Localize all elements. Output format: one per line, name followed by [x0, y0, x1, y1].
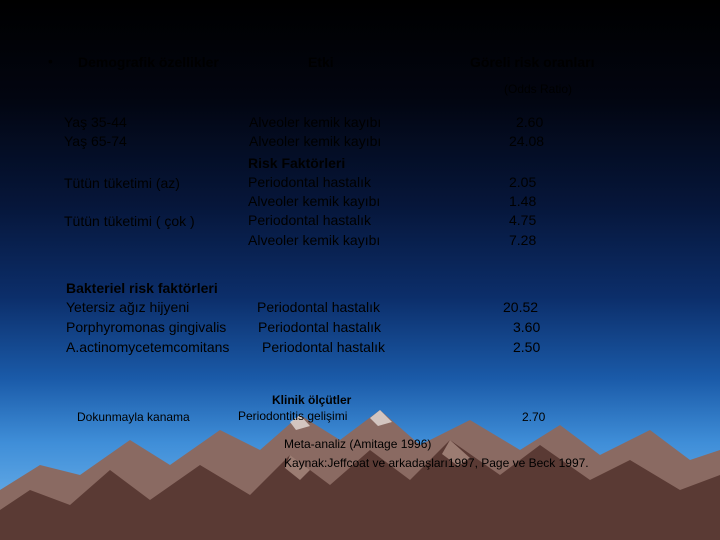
bacterial-title: Bakteriel risk faktörleri [66, 280, 218, 296]
tobacco-high-label: Tütün tüketimi ( çok ) [64, 213, 195, 229]
header-effect: Etki [308, 54, 334, 70]
risk-factor-value: 2.05 [509, 174, 537, 190]
header-demographics: Demografik özellikler [78, 54, 219, 70]
risk-factor-value: 7.28 [509, 232, 537, 248]
demographic-effect: Alveoler kemik kayıbı [249, 133, 382, 149]
header-odds-ratio: Göreli risk oranları [470, 54, 595, 70]
bacterial-value: 3.60 [513, 319, 541, 335]
demographic-effect: Alveoler kemik kayıbı [249, 114, 382, 130]
bacterial-label: Yetersiz ağız hijyeni [66, 299, 190, 315]
risk-factor-effect: Alveoler kemik kayıbı [248, 193, 381, 209]
bacterial-label: Porphyromonas gingivalis [66, 319, 227, 335]
clinical-value: 2.70 [522, 410, 546, 424]
demographic-value: 2.60 [516, 114, 544, 130]
clinical-effect: Periodontitis gelişimi [238, 409, 348, 423]
bacterial-effect: Periodontal hastalık [257, 299, 380, 315]
source-meta-analysis: Meta-analiz (Amitage 1996) [284, 437, 432, 451]
bullet-icon: • [48, 53, 53, 69]
bacterial-value: 20.52 [503, 299, 539, 315]
risk-factor-effect: Periodontal hastalık [248, 212, 371, 228]
risk-factor-effect: Alveoler kemik kayıbı [248, 232, 381, 248]
bacterial-effect: Periodontal hastalık [258, 319, 381, 335]
demographic-label: Yaş 35-44 [64, 114, 127, 130]
clinical-title: Klinik ölçütler [272, 393, 352, 407]
clinical-label: Dokunmayla kanama [77, 410, 190, 424]
risk-factor-effect: Periodontal hastalık [248, 174, 371, 190]
demographic-label: Yaş 65-74 [64, 133, 127, 149]
risk-factor-value: 4.75 [509, 212, 537, 228]
bacterial-effect: Periodontal hastalık [262, 339, 385, 355]
bacterial-value: 2.50 [513, 339, 541, 355]
header-odds-ratio-sub: (Odds Ratio) [504, 82, 573, 96]
bacterial-label: A.actinomycetemcomitans [66, 339, 230, 355]
tobacco-low-label: Tütün tüketimi (az) [64, 175, 180, 191]
mountain-backdrop [0, 370, 720, 540]
source-references: Kaynak:Jeffcoat ve arkadaşları1997, Page ve Beck 1997. [284, 456, 589, 470]
risk-factor-value: 1.48 [509, 193, 537, 209]
risk-factors-title: Risk Faktörleri [248, 155, 346, 171]
demographic-value: 24.08 [509, 133, 545, 149]
